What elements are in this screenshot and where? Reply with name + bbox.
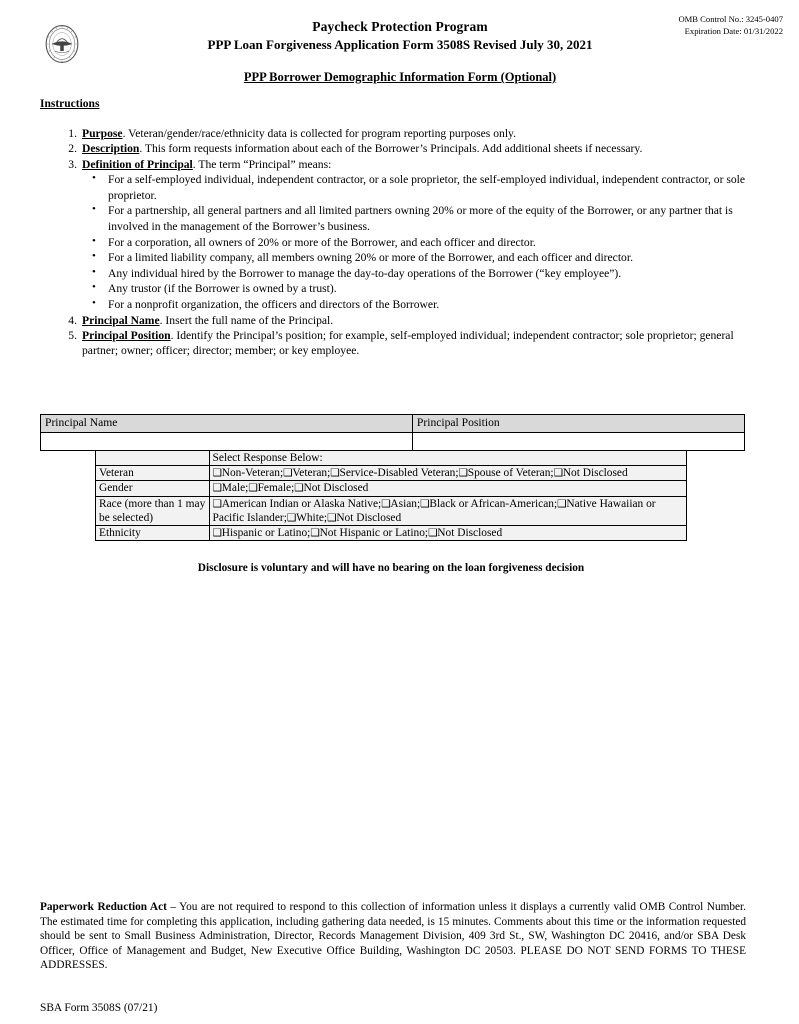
bullet-icon: • — [92, 250, 96, 263]
category-label-gender: Gender — [96, 481, 210, 496]
document-header — [0, 0, 799, 92]
option-label: Female; — [257, 482, 295, 495]
option-label: Spouse of Veteran; — [467, 467, 554, 480]
form-section-title: PPP Borrower Demographic Information Form (Optional) — [243, 70, 557, 84]
omb-control-number: OMB Control No.: 3245-0407 — [678, 14, 783, 24]
instruction-number: 5. — [68, 328, 77, 342]
instructions-heading: Instructions — [40, 98, 100, 110]
checkbox-gender-not-disclosed[interactable]: ❑ — [294, 482, 304, 495]
bullet-text: Any trustor (if the Borrower is owned by a trust). — [108, 282, 337, 296]
bullet-text: For a corporation, all owners of 20% or more of the Borrower, and each officer and director. — [108, 235, 536, 249]
option-label: American Indian or Alaska Native; — [221, 497, 382, 510]
instruction-label: Purpose — [82, 127, 123, 140]
option-label: White; — [296, 511, 328, 524]
checkbox-american-indian-or-alaska-native[interactable]: ❑ — [212, 497, 222, 510]
instruction-label: Principal Name — [82, 313, 160, 327]
category-label-race: Race (more than 1 may be selected) — [96, 496, 210, 525]
instruction-text: . The term “Principal” means: — [192, 157, 332, 171]
bullet-text: For a limited liability company, all members owning 20% or more of the Borrower, and each officer and director. — [108, 251, 633, 265]
instruction-text: . This form requests information about each of the Borrower’s Principals. Add additional sheets if necessary. — [139, 142, 643, 156]
option-label: Hispanic or Latino; — [221, 527, 311, 540]
bullet-icon: • — [92, 234, 96, 247]
option-label: Not Disclosed — [437, 527, 503, 540]
options-veteran — [209, 466, 686, 481]
instruction-number: 3. — [68, 157, 77, 171]
demographic-header-blank — [96, 451, 210, 466]
instruction-label: Definition of Principal — [82, 157, 193, 171]
option-label: Veteran; — [292, 467, 331, 480]
checkbox-service-disabled-veteran[interactable]: ❑ — [330, 467, 340, 480]
bullet-text: For a self-employed individual, independent contractor, or a sole proprietor, the self-employed individual, independent contractor, or sole proprietor. — [108, 173, 746, 202]
list-item — [40, 172, 755, 203]
list-item — [40, 297, 755, 313]
bullet-icon: • — [92, 172, 96, 185]
option-label: Not Hispanic or Latino; — [319, 527, 429, 540]
demographic-response-table — [95, 450, 687, 541]
checkbox-veteran[interactable]: ❑ — [283, 467, 293, 480]
pra-text: – You are not required to respond to this collection of information unless it displays a currently valid OMB Control Number. The estimated time for completing this application, including gathering data needed, is 15 minutes. Comments about this time or the information requested should be sent to Small Business Administration, Director, Records Management Division, 409 3rd St., SW, Washington DC 20416, and/or SBA Desk Officer, Office of Management and Budget, New Executive Office Building, Washington DC 20503. PLEASE DO NOT SEND FORMS TO THESE ADDRESSES. — [40, 901, 747, 972]
table-row — [41, 415, 745, 433]
checkbox-race-not-disclosed[interactable]: ❑ — [327, 511, 337, 524]
checkbox-native-hawaiian-or-pacific-islander[interactable]: ❑ — [557, 497, 567, 510]
omb-expiration-date: Expiration Date: 01/31/2022 — [684, 25, 783, 36]
bullet-text: For a nonprofit organization, the officers and directors of the Borrower. — [108, 297, 440, 311]
checkbox-not-hispanic-or-latino[interactable]: ❑ — [310, 527, 320, 540]
instruction-text: . Identify the Principal’s position; for example, self-employed individual; independent contractor; sole proprietor; general partner; owner; officer; director; member; or key employee. — [82, 328, 734, 358]
pra-label: Paperwork Reduction Act — [40, 901, 167, 913]
instruction-item-3 — [40, 157, 755, 172]
option-label: Not Disclosed — [562, 467, 628, 480]
instruction-number: 1. — [68, 127, 77, 140]
options-ethnicity — [209, 526, 686, 541]
table-row — [96, 526, 687, 541]
disclosure-note: Disclosure is voluntary and will have no bearing on the loan forgiveness decision — [197, 562, 585, 574]
option-label: Non-Veteran; — [221, 467, 284, 480]
checkbox-hispanic-or-latino[interactable]: ❑ — [212, 527, 222, 540]
list-item — [40, 235, 755, 251]
instruction-text: . Insert the full name of the Principal. — [159, 313, 334, 327]
bullet-icon: • — [92, 281, 96, 294]
principal-info-table — [40, 414, 745, 451]
list-item — [40, 203, 755, 234]
option-label: Not Disclosed — [303, 482, 369, 495]
form-subtitle: PPP Loan Forgiveness Application Form 3508S Revised July 30, 2021 — [207, 37, 593, 52]
instructions-list — [40, 126, 755, 359]
principal-position-header: Principal Position — [412, 415, 744, 433]
checkbox-spouse-of-veteran[interactable]: ❑ — [458, 467, 468, 480]
table-row — [96, 481, 687, 496]
option-label: Black or African-American; — [429, 497, 558, 510]
instruction-item-4 — [40, 313, 755, 328]
option-label: Not Disclosed — [336, 511, 402, 524]
list-item — [40, 250, 755, 266]
instruction-number: 4. — [68, 313, 77, 327]
checkbox-black-or-african-american[interactable]: ❑ — [420, 497, 430, 510]
sba-seal-icon — [40, 22, 84, 66]
checkbox-ethnicity-not-disclosed[interactable]: ❑ — [428, 527, 438, 540]
bullet-icon: • — [92, 296, 96, 309]
bullet-icon: • — [92, 265, 96, 278]
checkbox-female[interactable]: ❑ — [248, 482, 258, 495]
instruction-label: Description — [82, 142, 140, 156]
instruction-item-2 — [40, 141, 755, 156]
checkbox-asian[interactable]: ❑ — [381, 497, 391, 510]
title-block — [150, 18, 650, 86]
checkbox-male[interactable]: ❑ — [212, 482, 222, 495]
principal-position-input[interactable] — [412, 433, 744, 451]
list-item — [40, 266, 755, 282]
table-row — [96, 451, 687, 466]
paperwork-reduction-act — [40, 900, 746, 973]
checkbox-white[interactable]: ❑ — [286, 511, 297, 524]
instruction-text: . Veteran/gender/race/ethnicity data is collected for program reporting purposes only. — [122, 127, 516, 140]
table-row — [96, 496, 687, 525]
bullet-text: For a partnership, all general partners and all limited partners owning 20% or more of the equity of the Borrower, or any partner that is involved in the management of the Borrower’s business. — [108, 204, 733, 233]
option-label: Service-Disabled Veteran; — [339, 467, 459, 480]
principal-name-header: Principal Name — [41, 415, 413, 433]
select-response-header: Select Response Below: — [209, 451, 686, 466]
bullet-icon: • — [92, 203, 96, 216]
checkbox-veteran-not-disclosed[interactable]: ❑ — [553, 467, 563, 480]
form-number: SBA Form 3508S (07/21) — [40, 1002, 158, 1014]
principal-name-input[interactable] — [41, 433, 413, 451]
checkbox-non-veteran[interactable]: ❑ — [212, 467, 222, 480]
principal-definition-bullets — [40, 172, 755, 312]
table-row — [96, 466, 687, 481]
omb-block — [678, 14, 783, 37]
option-label: Asian; — [390, 497, 421, 510]
table-row — [41, 433, 745, 451]
options-race — [209, 496, 686, 525]
category-label-veteran: Veteran — [96, 466, 210, 481]
option-label: Native Hawaiian or Pacific Islander; — [212, 497, 656, 524]
instruction-label: Principal Position — [82, 328, 171, 342]
list-item — [40, 281, 755, 297]
instruction-item-1 — [40, 126, 755, 141]
option-label: Male; — [221, 482, 249, 495]
options-gender — [209, 481, 686, 496]
category-label-ethnicity: Ethnicity — [96, 526, 210, 541]
program-title: Paycheck Protection Program — [312, 19, 488, 34]
instruction-number: 2. — [68, 142, 77, 156]
instruction-item-5 — [40, 328, 755, 359]
bullet-text: Any individual hired by the Borrower to manage the day-to-day operations of the Borrower (“key employee”). — [108, 266, 622, 280]
